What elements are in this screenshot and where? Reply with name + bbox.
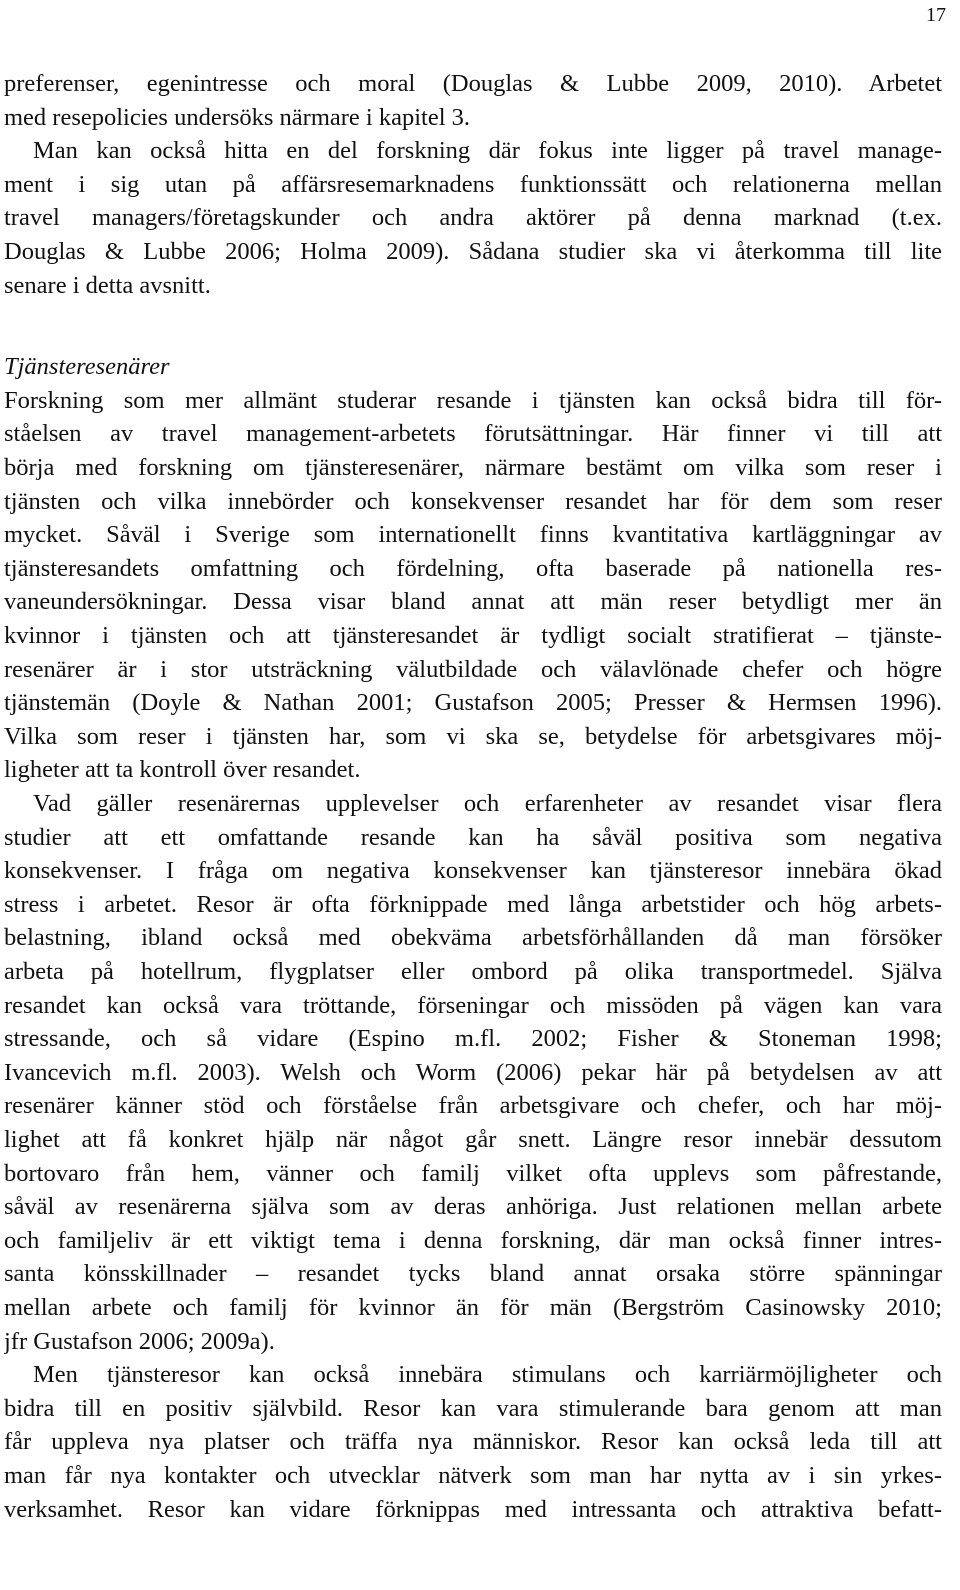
text-line: Man kan också hitta en del forskning där fokus inte ligger på travel manage- [33,137,942,165]
text-line: ment i sig utan på affärsresemarknadens funktionssätt och relationerna mellan [4,170,942,198]
text-line: bortovaro från hem, vänner och familj vilket ofta upplevs som påfrestande, [4,1159,942,1187]
text-line: verksamhet. Resor kan vidare förknippas med intressanta och attraktiva befatt- [4,1495,942,1523]
text-line: börja med forskning om tjänsteresenärer, närmare bestämt om vilka som reser i [4,454,942,481]
text-line: studier att ett omfattande resande kan ha såväl positiva som negativa [4,823,942,851]
text-line: bidra till en positiv självbild. Resor kan vara stimulerande bara genom att man [4,1394,942,1422]
text-line: tjänsteresandets omfattning och fördelning, ofta baserade på nationella res- [4,554,942,582]
text-line: Vilka som reser i tjänsten har, som vi ska se, betydelse för arbetsgivares möj- [4,722,942,750]
text-line: stressande, och så vidare (Espino m.fl. 2002; Fisher & Stoneman 1998; [4,1025,942,1053]
text-line: får uppleva nya platser och träffa nya människor. Resor kan också leda till att [4,1428,942,1456]
text-line: vaneundersökningar. Dessa visar bland annat att män reser betydligt mer än [4,588,942,616]
text-line: kvinnor i tjänsten och att tjänsteresandet är tydligt socialt stratifierat – tjänste- [4,622,942,649]
text-line: senare i detta avsnitt. [4,271,211,299]
text-line: mycket. Såväl i Sverige som internationellt finns kvantitativa kartläggningar av [4,521,942,549]
text-line: jfr Gustafson 2006; 2009a). [4,1327,275,1355]
text-line: Douglas & Lubbe 2006; Holma 2009). Sådana studier ska vi återkomma till lite [4,238,942,265]
page-number: 17 [926,4,946,26]
text-line: man får nya kontakter och utvecklar nätverk som man har nytta av i sin yrkes- [4,1462,942,1489]
text-line: travel managers/företagskunder och andra aktörer på denna marknad (t.ex. [4,204,942,232]
text-line: och familjeliv är ett viktigt tema i denna forskning, där man också finner intres- [4,1226,942,1254]
text-line: såväl av resenärerna själva som av deras anhöriga. Just relationen mellan arbete [4,1193,942,1221]
text-line: mellan arbete och familj för kvinnor än för män (Bergström Casinowsky 2010; [4,1294,942,1321]
text-line: santa könsskillnader – resandet tycks bland annat orsaka större spänningar [4,1260,942,1288]
text-line: med resepolicies undersöks närmare i kapitel 3. [4,103,471,131]
text-line: lighet att få konkret hjälp när något går snett. Längre resor innebär dessutom [4,1126,942,1153]
text-line: resandet kan också vara tröttande, förseningar och missöden på vägen kan vara [4,991,942,1019]
text-line: ligheter att ta kontroll över resandet. [4,756,361,784]
text-line: Forskning som mer allmänt studerar resande i tjänsten kan också bidra till för- [4,386,942,414]
text-line: konsekvenser. I fråga om negativa konsekvenser kan tjänsteresor innebära ökad [4,857,942,885]
text-line: arbeta på hotellrum, flygplatser eller ombord på olika transportmedel. Själva [4,958,942,985]
text-line: tjänsten och vilka innebörder och konsekvenser resandet har för dem som reser [4,487,942,515]
text-line: tjänstemän (Doyle & Nathan 2001; Gustafson 2005; Presser & Hermsen 1996). [4,689,942,717]
text-line: Ivancevich m.fl. 2003). Welsh och Worm (2006) pekar här på betydelsen av att [4,1058,942,1086]
text-line: belastning, ibland också med obekväma arbetsförhållanden då man försöker [4,924,942,952]
text-line: resenärer känner stöd och förståelse från arbetsgivare och chefer, och har möj- [4,1092,942,1120]
text-line: Vad gäller resenärernas upplevelser och erfarenheter av resandet visar flera [33,790,942,817]
section-heading: Tjänsteresenärer [4,353,170,381]
text-line: Men tjänsteresor kan också innebära stimulans och karriärmöjligheter och [33,1361,942,1389]
text-line: resenärer är i stor utsträckning välutbildade och välavlönade chefer och högre [4,655,942,683]
text-line: preferenser, egenintresse och moral (Douglas & Lubbe 2009, 2010). Arbetet [4,70,942,97]
text-line: ståelsen av travel management-arbetets förutsättningar. Här finner vi till att [4,420,942,448]
text-line: stress i arbetet. Resor är ofta förknippade med långa arbetstider och hög arbets- [4,890,942,918]
